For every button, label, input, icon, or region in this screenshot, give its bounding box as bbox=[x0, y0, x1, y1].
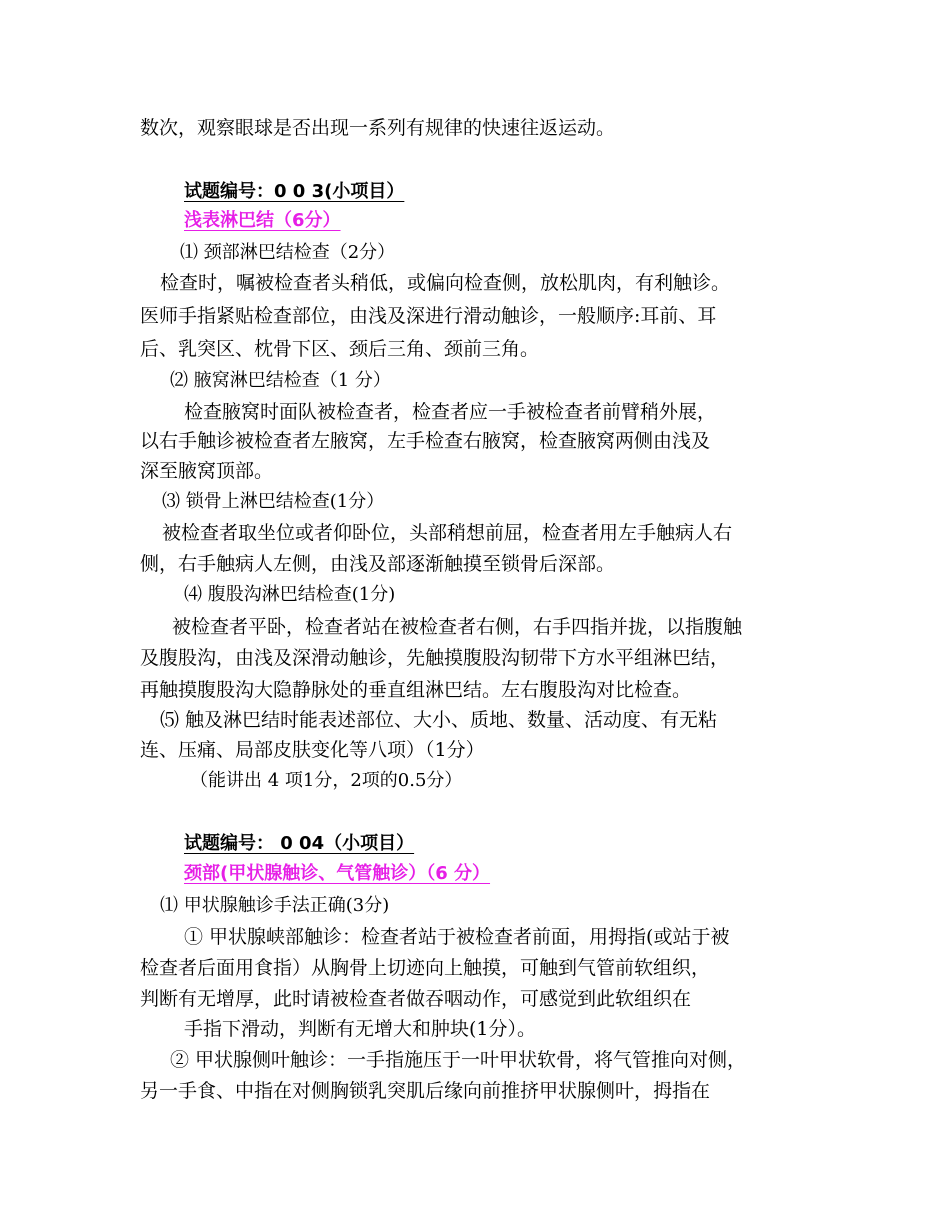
paragraph-line: 检查者后面用食指）从胸骨上切迹向上触摸，可触到气管前软组织， bbox=[140, 957, 711, 979]
item-number-heading: 试题编号： 0 04（小项目） bbox=[184, 833, 415, 854]
paragraph-line: 以右手触诊被检查者左腋窝，左手检查右腋窝，检查腋窝两侧由浅及 bbox=[140, 430, 711, 452]
section-title: 颈部(甲状腺触诊、气管触诊）（6 分） bbox=[184, 863, 491, 884]
paragraph-line: 检查腋窝时面队被检查者，检查者应一手被检查者前臂稍外展， bbox=[184, 401, 717, 423]
item-number-heading: 试题编号：0 0 3(小项目） bbox=[184, 181, 405, 202]
paragraph-line: 再触摸腹股沟大隐静脉处的垂直组淋巴结。左右腹股沟对比检查。 bbox=[140, 679, 692, 701]
paragraph-line: ② 甲状腺侧叶触诊：一手指施压于一叶甲状软骨，将气管推向对侧， bbox=[170, 1049, 747, 1071]
paragraph-line: 另一手食、中指在对侧胸锁乳突肌后缘向前推挤甲状腺侧叶，拇指在 bbox=[140, 1080, 711, 1102]
paragraph-line: 后、乳突区、枕骨下区、颈后三角、颈前三角。 bbox=[140, 338, 540, 360]
subsection-heading: ⑵ 腋窝淋巴结检查（1 分） bbox=[170, 370, 391, 391]
paragraph-line: 连、压痛、局部皮肤变化等八项）（1分） bbox=[140, 739, 485, 761]
paragraph-line: 手指下滑动，判断有无增大和肿块(1分）。 bbox=[184, 1018, 537, 1040]
paragraph-line: 医师手指紧贴检查部位，由浅及深进行滑动触诊，一般顺序:耳前、耳 bbox=[140, 305, 717, 327]
subsection-heading: ⑴ 甲状腺触诊手法正确(3分) bbox=[160, 895, 390, 916]
paragraph-line: 被检查者取坐位或者仰卧位，头部稍想前屈，检查者用左手触病人右 bbox=[162, 522, 733, 544]
paragraph-line: 及腹股沟，由浅及深滑动触诊，先触摸腹股沟韧带下方水平组淋巴结， bbox=[140, 647, 730, 669]
subsection-heading: ⑷ 腹股沟淋巴结检查(1分) bbox=[184, 584, 396, 605]
section-title: 浅表淋巴结（6分） bbox=[184, 210, 341, 231]
paragraph-line: ① 甲状腺峡部触诊：检查者站于被检查者前面，用拇指(或站于被 bbox=[184, 926, 730, 948]
paragraph-line: 判断有无增厚，此时请被检查者做吞咽动作，可感觉到此软组织在 bbox=[140, 988, 692, 1010]
subsection-heading: ⑴ 颈部淋巴结检查（2分） bbox=[180, 242, 396, 263]
paragraph-line: 数次，观察眼球是否出现一系列有规律的快速往返运动。 bbox=[140, 117, 616, 139]
paragraph-line: 侧，右手触病人左侧，由浅及部逐渐触摸至锁骨后深部。 bbox=[140, 553, 616, 575]
paragraph-line: 被检查者平卧，检查者站在被检查者右侧，右手四指并拢，以指腹触 bbox=[172, 616, 743, 638]
subsection-heading: ⑶ 锁骨上淋巴结检查(1分） bbox=[162, 491, 385, 512]
paragraph-line: ⑸ 触及淋巴结时能表述部位、大小、质地、数量、活动度、有无粘 bbox=[160, 709, 718, 731]
paragraph-line: （能讲出 4 项1分，2项的0.5分） bbox=[190, 770, 463, 791]
paragraph-line: 深至腋窝顶部。 bbox=[140, 460, 274, 482]
paragraph-line: 检查时，嘱被检查者头稍低，或偏向检查侧，放松肌肉，有利触诊。 bbox=[160, 272, 731, 294]
